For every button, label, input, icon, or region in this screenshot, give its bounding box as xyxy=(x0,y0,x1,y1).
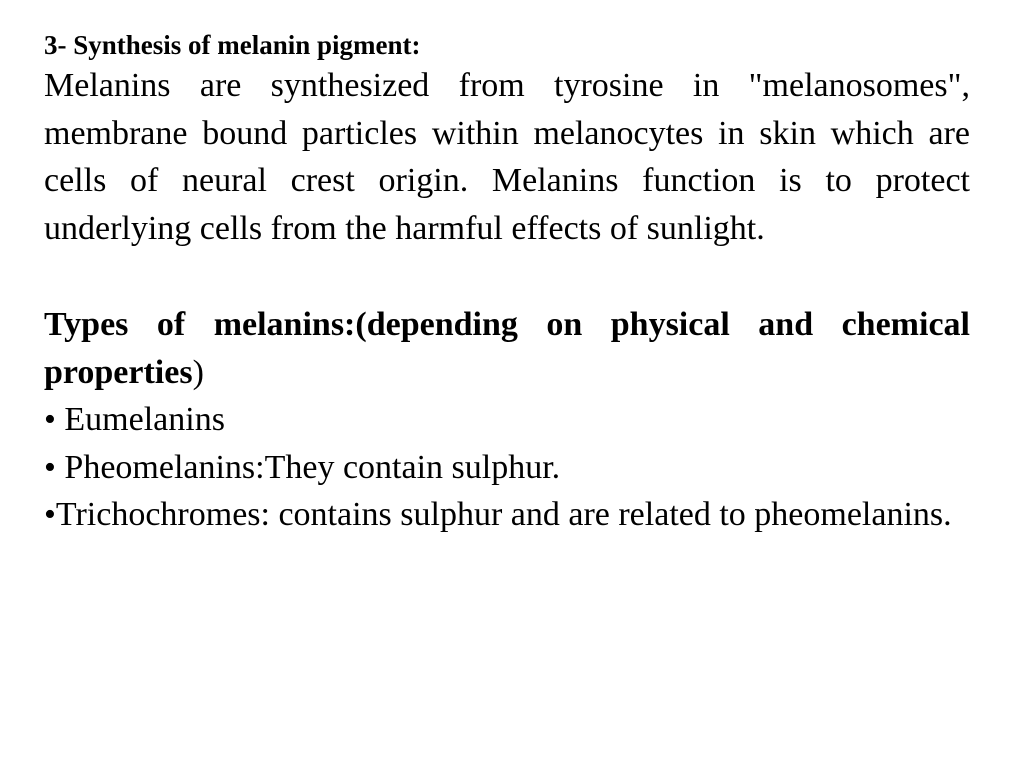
types-heading-bold: Types of melanins:(depending on physical and chemical properties xyxy=(44,306,970,391)
types-heading-tail: ) xyxy=(192,353,204,391)
list-item: • Pheomelanins:They contain sulphur. xyxy=(44,448,561,486)
slide-content xyxy=(44,28,970,539)
melanin-types-list xyxy=(44,396,970,539)
section-heading: 3- Synthesis of melanin pigment: xyxy=(44,30,421,60)
list-item: • Eumelanins xyxy=(44,401,225,438)
types-heading xyxy=(44,301,970,396)
list-item: •Trichochromes: contains sulphur and are related to pheomelanins. xyxy=(44,496,952,533)
spacer xyxy=(44,252,970,301)
intro-paragraph: Melanins are synthesized from tyrosine in "melanosomes", membrane bound particles within melanocytes in skin which are cells of neural crest origin. Melanins function is to protect underlying cells from the harmful effects of sunlight. xyxy=(44,67,970,247)
